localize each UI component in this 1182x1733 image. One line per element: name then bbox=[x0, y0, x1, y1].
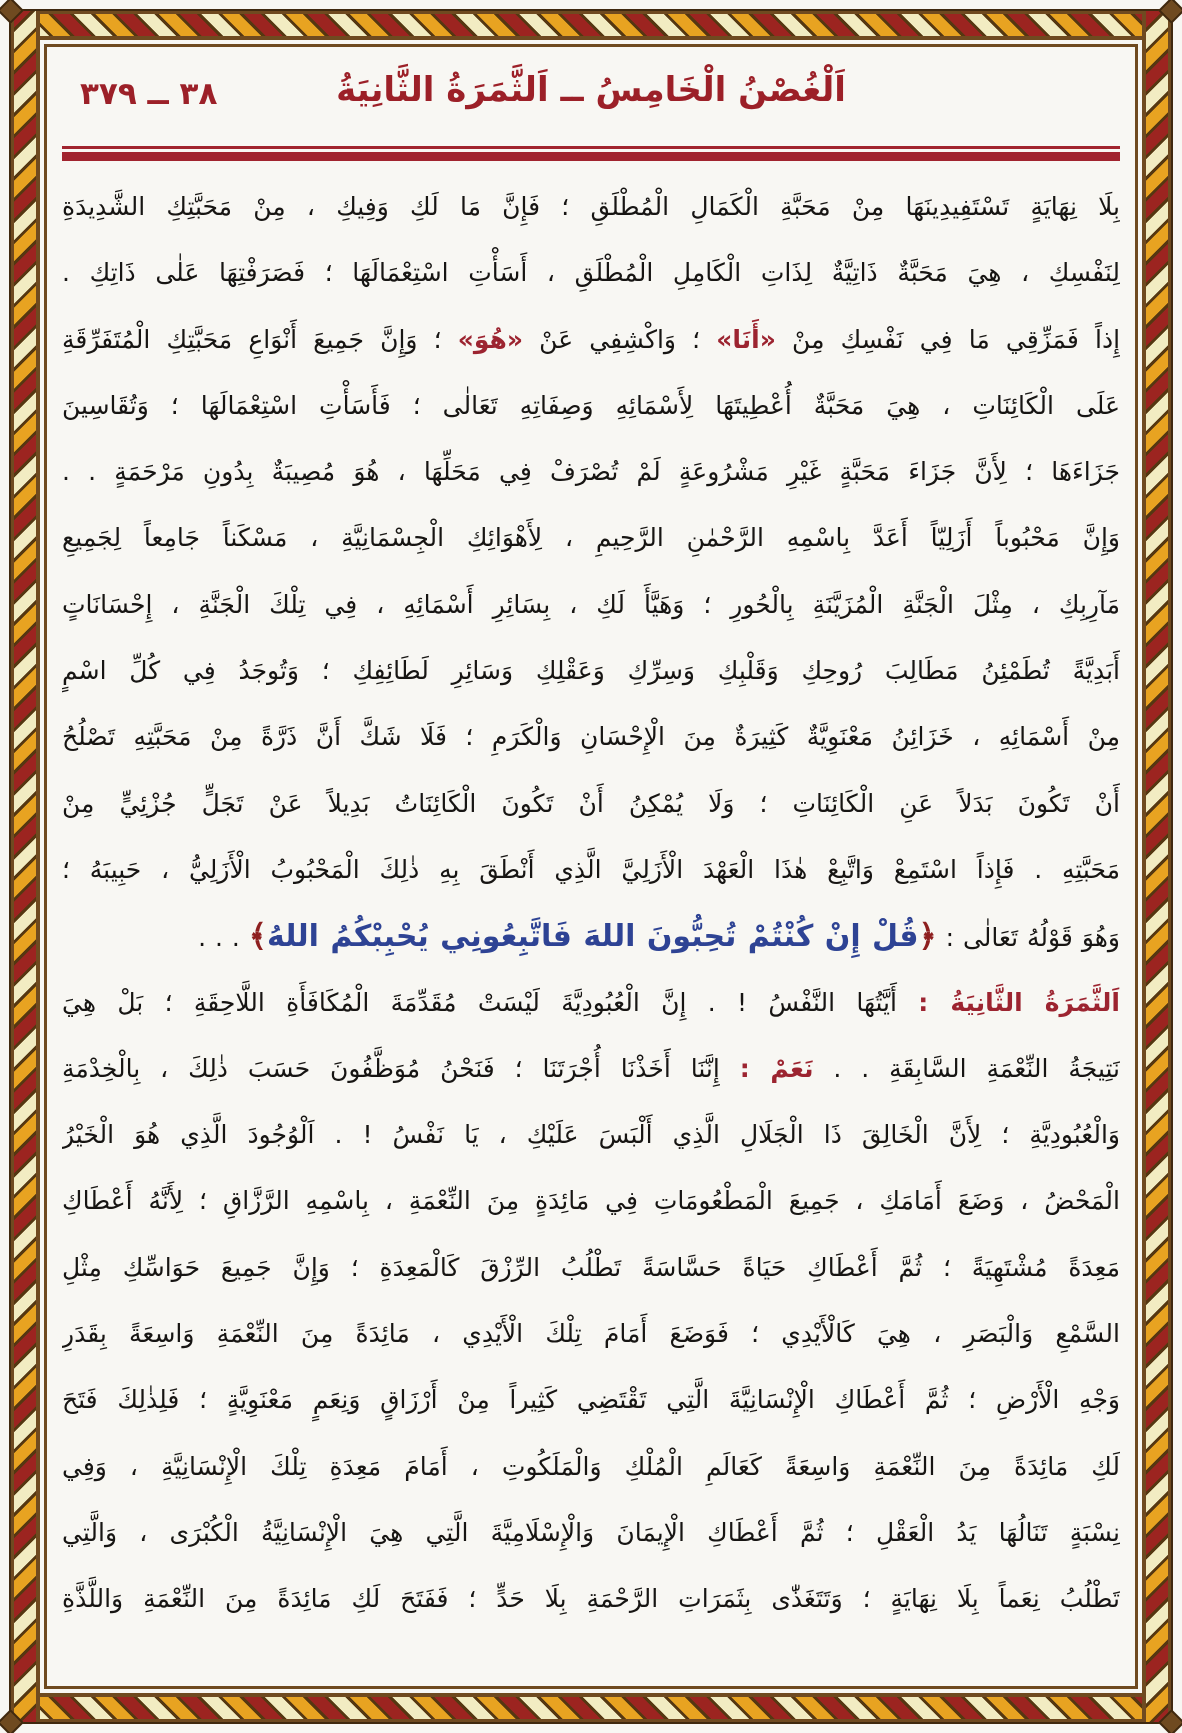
body-text-segment: ؛ وَإِنَّ جَمِيعَ أَنْوَاعِ مَحَبَّتِكِ الْمُتَفَرِّقَةِ bbox=[62, 324, 458, 354]
text-line bbox=[62, 704, 1120, 770]
text-line bbox=[62, 572, 1120, 638]
body-text-segment: وَجْهِ الْأَرْضِ ؛ ثُمَّ أَعْطَاكِ الْإِنْسَانِيَّةَ الَّتِي تَقْتَضِي كَثِيراً مِنْ أَرْزَاقٍ وَنِعَمٍ مَعْنَوِيَّةٍ ؛ فَلِذٰلِكَ فَتَحَ bbox=[62, 1385, 1120, 1415]
text-line bbox=[62, 638, 1120, 704]
body-text-segment: مَعِدَةً مُشْتَهِيَةً ؛ ثُمَّ أَعْطَاكِ حَيَاةً حَسَّاسَةً تَطْلُبُ الرِّزْقَ كَالْمَعِدَةِ ؛ وَإِنَّ جَمِيعَ حَوَاسِّكِ مِثْلِ bbox=[62, 1252, 1120, 1282]
border-chain-left bbox=[11, 11, 40, 1722]
body-text-segment: وَإِنَّ مَحْبُوباً أَزَلِيّاً أَعَدَّ بِاسْمِهِ الرَّحْمٰنِ الرَّحِيمِ ، لِأَهْوَائِكِ الْجِسْمَانِيَّةِ ، مَسْكَناً جَامِعاً لِجَمِيعِ bbox=[62, 523, 1120, 553]
text-line bbox=[62, 1301, 1120, 1367]
text-line bbox=[62, 373, 1120, 439]
body-text-segment: وَهُوَ قَوْلُهُ تَعَالٰى : bbox=[936, 923, 1120, 953]
text-line bbox=[62, 505, 1120, 571]
body-text-segment: إِنَّنَا أَخَذْنَا أُجْرَتَنَا ؛ فَنَحْنُ مُوَظَّفُونَ حَسَبَ ذٰلِكَ ، بِالْخِدْمَةِ bbox=[62, 1053, 740, 1083]
text-line bbox=[62, 1500, 1120, 1566]
body-text-segment: بِلَا نِهَايَةٍ تَسْتَفِيدِينَهَا مِنْ مَحَبَّةِ الْكَمَالِ الْمُطْلَقِ ؛ فَإِنَّ مَا لَكِ وَفِيكِ ، مِنْ مَحَبَّتِكِ الشَّدِيدَةِ bbox=[62, 192, 1120, 221]
body-text-segment: مَحَبَّتِهِ . فَإِذاً اسْتَمِعْ وَاتَّبِعْ هٰذَا الْعَهْدَ الْأَزَلِيَّ الَّذِي أَنْطَقَ بِهِ ذٰلِكَ الْمَحْبُوبُ الْأَزَلِيُّ ، حَبِيبَهُ ؛ bbox=[62, 854, 1120, 884]
verse-bracket-ornament: ﴾ bbox=[248, 918, 267, 955]
text-line bbox=[62, 174, 1120, 240]
body-text-segment: أَبَدِيَّةً تُطَمْئِنُ مَطَالِبَ رُوحِكِ وَقَلْبِكِ وَسِرِّكِ وَعَقْلِكِ وَسَائِرِ لَطَائِفِكِ ؛ وَتُوجَدُ فِي كُلِّ اسْمٍ bbox=[62, 656, 1120, 686]
body-text-segment: تَطْلُبُ نِعَماً بِلَا نِهَايَةٍ ؛ وَتَتَغَذّٰى بِثَمَرَاتِ الرَّحْمَةِ بِلَا حَدٍّ ؛ فَفَتَحَ لَكِ مَائِدَةً مِنَ النِّعْمَةِ وَاللَّذَّةِ bbox=[62, 1584, 1120, 1614]
body-text-segment: ؛ وَاكْشِفِي عَنْ bbox=[523, 324, 717, 354]
body-text-segment: أَنْ تَكُونَ بَدَلاً عَنِ الْكَائِنَاتِ ؛ وَلَا يُمْكِنُ أَنْ تَكُونَ الْكَائِنَاتُ بَدِيلاً عَنْ تَجَلٍّ جُزْئِيٍّ مِنْ bbox=[62, 788, 1120, 818]
body-text-segment: مِنْ أَسْمَائِهِ ، خَزَائِنُ مَعْنَوِيَّةٌ كَثِيرَةٌ مِنَ الْإِحْسَانِ وَالْكَرَمِ ؛ فَلَا شَكَّ أَنَّ ذَرَّةً مِنْ مَحَبَّتِهِ تَصْلُحُ bbox=[62, 722, 1120, 752]
header-rule-thick bbox=[62, 152, 1120, 161]
text-line bbox=[62, 1235, 1120, 1301]
text-line bbox=[62, 837, 1120, 903]
text-line bbox=[62, 903, 1120, 969]
verse-bracket-ornament: ﴿ bbox=[918, 918, 937, 955]
page-header bbox=[62, 62, 1120, 146]
text-line bbox=[62, 439, 1120, 505]
body-text-segment: عَلَى الْكَائِنَاتِ ، هِيَ مَحَبَّةٌ أُعْطِيتَهَا لِأَسْمَائِهِ وَصِفَاتِهِ تَعَالٰى ؛ فَأَسَأْتِ اسْتِعْمَالَهَا ؛ وَتُقَاسِينَ bbox=[62, 390, 1120, 420]
body-text bbox=[62, 174, 1120, 1633]
highlighted-text: «أَنَا» bbox=[716, 324, 776, 354]
text-line bbox=[62, 240, 1120, 306]
text-line bbox=[62, 970, 1120, 1036]
text-line bbox=[62, 1367, 1120, 1433]
highlighted-text: نَعَمْ : bbox=[739, 1053, 814, 1083]
text-line bbox=[62, 1168, 1120, 1234]
page-content bbox=[62, 62, 1120, 1681]
body-text-segment: لَكِ مَائِدَةً مِنَ النِّعْمَةِ وَاسِعَةً كَعَالَمِ الْمُلْكِ وَالْمَلَكُوتِ ، أَمَامَ مَعِدَةِ تِلْكَ الْإِنْسَانِيَّةِ ، وَفِي bbox=[62, 1451, 1120, 1481]
quran-verse-text: قُلْ إِنْ كُنْتُمْ تُحِبُّونَ اللهَ فَاتَّبِعُونِي يُحْبِبْكُمُ اللهُ bbox=[266, 919, 919, 955]
body-text-segment: وَالْعُبُودِيَّةِ ؛ لِأَنَّ الْخَالِقَ ذَا الْجَلَالِ الَّذِي أَلْبَسَ عَلَيْكِ ، يَا نَفْسُ ! . اَلْوُجُودَ الَّذِي هُوَ الْخَيْرُ bbox=[62, 1120, 1120, 1150]
text-line bbox=[62, 1102, 1120, 1168]
body-text-segment: إِذاً فَمَزِّقِي مَا فِي نَفْسِكِ مِنْ bbox=[775, 324, 1120, 354]
body-text-segment: أَيَّتُهَا النَّفْسُ ! . إِنَّ الْعُبُودِيَّةَ لَيْسَتْ مُقَدِّمَةَ الْمُكَافَأَةِ اللَّاحِقَةِ ؛ بَلْ هِيَ bbox=[62, 987, 919, 1017]
header-rule-thin bbox=[62, 146, 1120, 149]
body-text-segment: مَآرِبِكِ ، مِثْلَ الْجَنَّةِ الْمُزَيَّنَةِ بِالْحُورِ ؛ وَهَيَّأَ لَكِ ، بِسَائِرِ أَسْمَائِهِ ، فِي تِلْكَ الْجَنَّةِ ، إِحْسَانَاتٍ bbox=[62, 589, 1120, 619]
highlighted-text: «هُوَ» bbox=[457, 324, 524, 354]
body-text-segment: نَتِيجَةُ النِّعْمَةِ السَّابِقَةِ . . bbox=[813, 1053, 1120, 1083]
body-text-segment: جَزَاءَهَا ؛ لِأَنَّ جَزَاءَ مَحَبَّةٍ غَيْرِ مَشْرُوعَةٍ لَمْ تُصْرَفْ فِي مَحَلِّهَا ، هُوَ مُصِيبَةٌ بِدُونِ مَرْحَمَةٍ . . bbox=[62, 457, 1120, 487]
text-line bbox=[62, 1566, 1120, 1632]
body-text-segment: . . . bbox=[198, 923, 249, 953]
highlighted-text: اَلثَّمَرَةُ الثَّانِيَةُ : bbox=[918, 987, 1120, 1017]
text-line bbox=[62, 771, 1120, 837]
body-text-segment: الْمَحْضُ ، وَضَعَ أَمَامَكِ ، جَمِيعَ الْمَطْعُومَاتِ فِي مَائِدَةٍ مِنَ النِّعْمَةِ ، بِاسْمِهِ الرَّزَّاقِ ؛ لِأَنَّهُ أَعْطَاكِ bbox=[62, 1186, 1120, 1216]
body-text-segment: السَّمْعِ وَالْبَصَرِ ، هِيَ كَالْأَيْدِي ؛ فَوَضَعَ أَمَامَ تِلْكَ الْأَيْدِي ، مَائِدَةً مِنَ النِّعْمَةِ وَاسِعَةً بِقَدَرِ bbox=[62, 1319, 1120, 1349]
page-number: ٣٨ ــ ٣٧٩ bbox=[80, 76, 218, 112]
border-chain-bottom bbox=[11, 1693, 1171, 1722]
border-chain-right bbox=[1142, 11, 1171, 1722]
body-text-segment: لِنَفْسِكِ ، هِيَ مَحَبَّةٌ ذَاتِيَّةٌ لِذَاتِ الْكَامِلِ الْمُطْلَقِ ، أَسَأْتِ اسْتِعْمَالَهَا ؛ فَصَرَفْتِهَا عَلٰى ذَاتِكِ . bbox=[62, 258, 1120, 288]
body-text-segment: نِسْبَةٍ تَنَالُهَا يَدُ الْعَقْلِ ؛ ثُمَّ أَعْطَاكِ الْإِيمَانَ وَالْإِسْلَامِيَّةَ الَّتِي هِيَ الْإِنْسَانِيَّةُ الْكُبْرَى ، وَالَّتِي bbox=[62, 1517, 1120, 1547]
text-line bbox=[62, 1036, 1120, 1102]
page-title: اَلْغُصْنُ الْخَامِسُ ــ اَلثَّمَرَةُ الثَّانِيَةُ bbox=[336, 70, 846, 110]
text-line bbox=[62, 307, 1120, 373]
border-chain-top bbox=[11, 11, 1171, 40]
text-line bbox=[62, 1434, 1120, 1500]
